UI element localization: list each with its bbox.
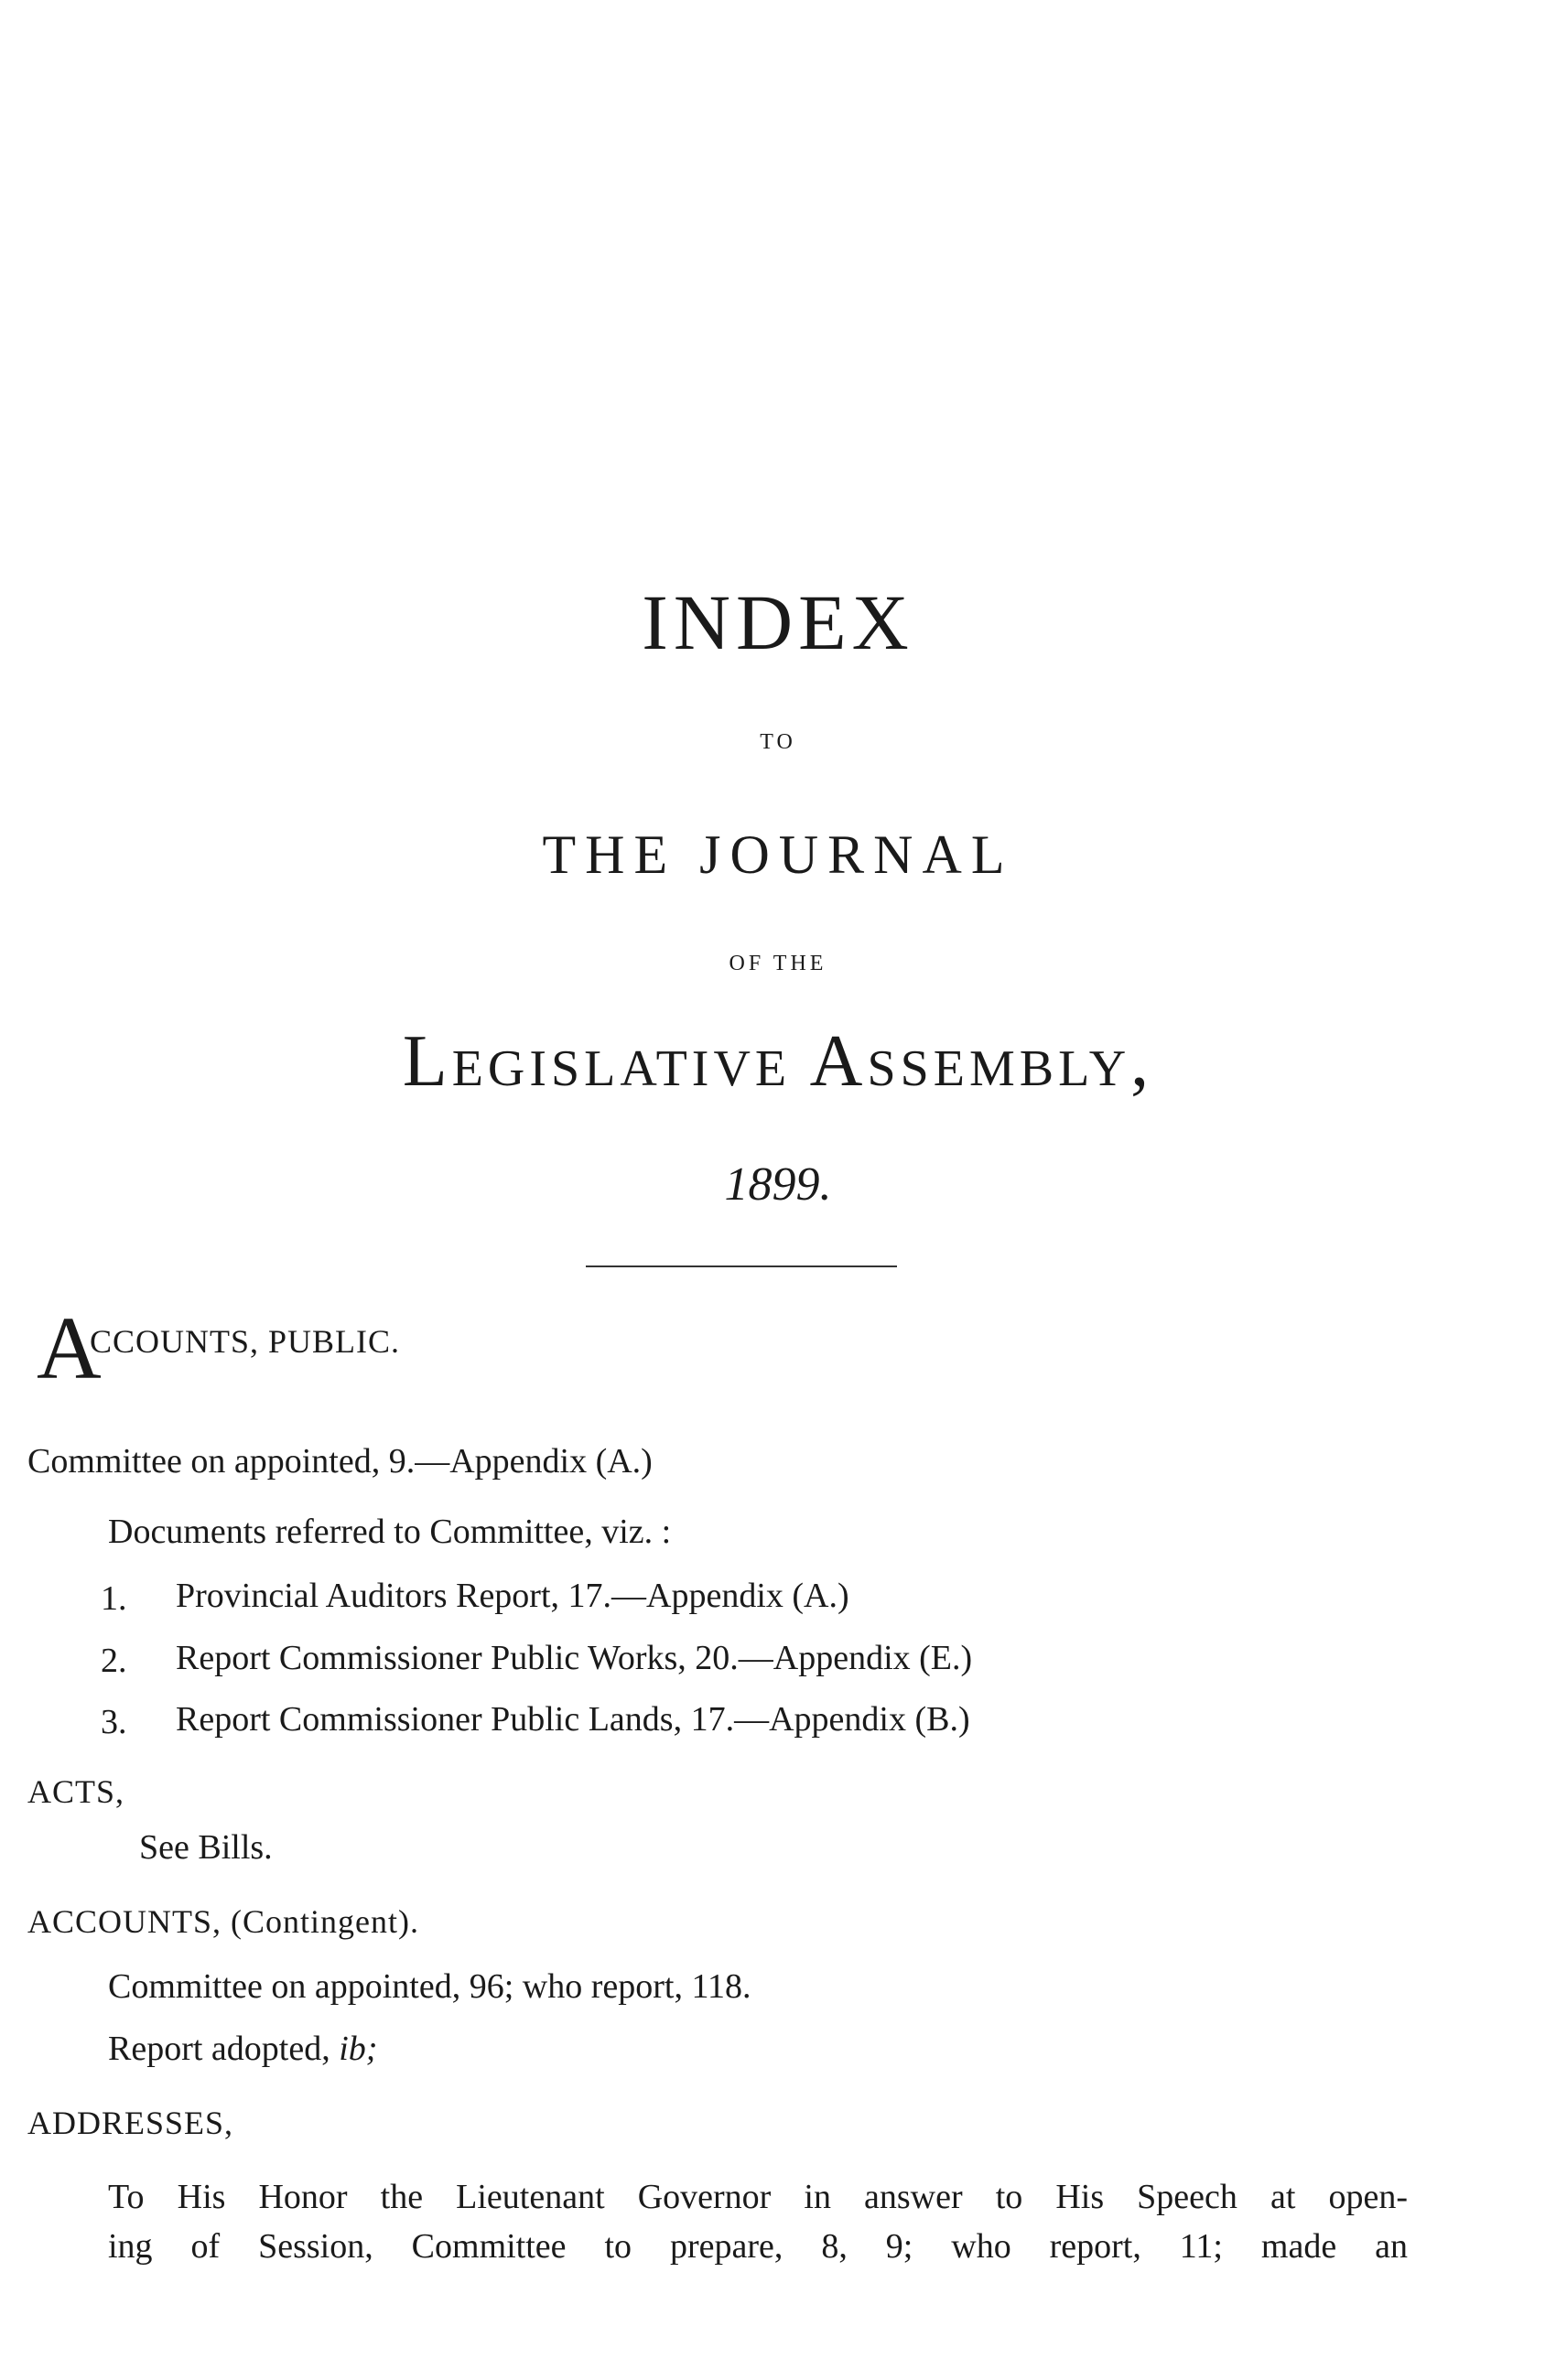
title-journal: THE JOURNAL [542,824,1014,885]
entry-line: ing of Session, Committee to prepare, 8, 9; who report, 11; made an [108,2227,1408,2266]
entry-line: Documents referred to Committee, viz. : [108,1513,672,1551]
entry-heading-accounts-contingent: ACCOUNTS, (Contingent). [27,1903,419,1940]
list-item: Report Commissioner Public Lands, 17.—Appendix (B.) [176,1700,970,1739]
title-to: TO [760,730,796,754]
entry-line: See Bills. [139,1828,273,1867]
entry-line-italic: ib; [339,2030,378,2068]
title-of-the: OF THE [729,952,827,975]
title-assembly: Legislative Assembly, [402,1021,1154,1102]
entry-line: Committee on appointed, 9.—Appendix (A.) [27,1442,653,1481]
list-item-number: 2. [101,1642,127,1680]
list-item-number: 1. [101,1579,127,1618]
list-item: Report Commissioner Public Works, 20.—Appendix (E.) [176,1639,973,1677]
entry-line-text: Report adopted, [108,2030,340,2068]
entry-line [108,2031,377,2066]
entry-heading-accounts-public: CCOUNTS, PUBLIC. [90,1323,401,1360]
list-item: Provincial Auditors Report, 17.—Appendix (A.) [176,1577,849,1615]
title-index: INDEX [642,578,914,666]
list-item-number: 3. [101,1703,127,1741]
entry-line: To His Honor the Lieutenant Governor in answer to His Speech at open- [108,2178,1408,2216]
entry-heading-acts: ACTS, [27,1773,125,1810]
entry-dropcap: A [37,1299,102,1398]
entry-heading-addresses: ADDRESSES, [27,2105,234,2141]
entry-line: Committee on appointed, 96; who report, 118. [108,1967,751,2006]
title-year: 1899. [724,1158,832,1211]
title-rule [586,1265,897,1267]
